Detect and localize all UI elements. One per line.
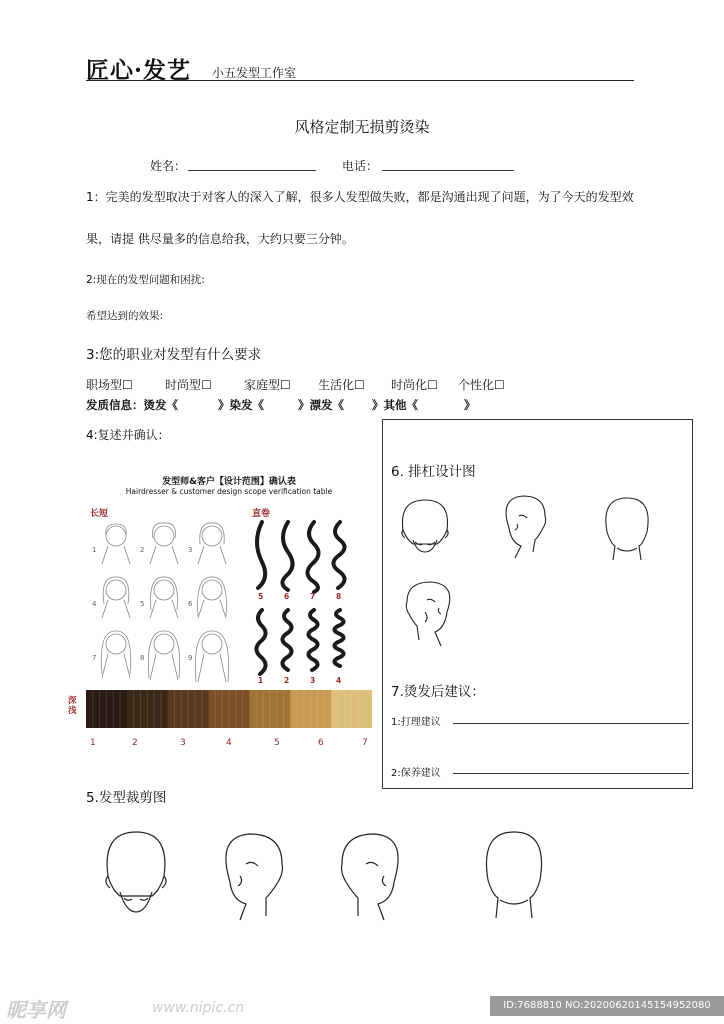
haircut-head-right-profile [210, 830, 290, 922]
haircut-head-back [478, 828, 550, 922]
head-back-outline [599, 494, 655, 564]
brand-title: 匠心·发艺 [86, 57, 192, 84]
option-personal[interactable]: 个性化☐ [458, 378, 505, 392]
studio-name: 小五发型工作室 [212, 66, 297, 80]
other-label: 》其他《 [372, 398, 418, 412]
length-number-6: 6 [188, 600, 193, 608]
curl-number-6: 6 [284, 592, 290, 601]
watermark-logo: 昵享网 [6, 998, 66, 1022]
dye-label: 》染发《 [218, 398, 264, 412]
form-title: 风格定制无损剪烫染 [294, 118, 430, 136]
curl-number-5: 5 [258, 592, 264, 601]
haircut-diagram-title: 5.发型裁剪图 [86, 790, 167, 806]
maintenance-advice-label: 2:保养建议 [391, 768, 441, 779]
head-right-profile-outline [495, 492, 551, 560]
color-number-5: 5 [274, 738, 280, 748]
phone-field[interactable] [382, 170, 514, 171]
hair-curl-illustrations [248, 518, 354, 686]
design-scope-table [68, 470, 372, 752]
color-number-6: 6 [318, 738, 324, 748]
hair-color-strip [86, 690, 372, 728]
other-close: 》 [464, 398, 476, 412]
after-perm-advice-title: 7.烫发后建议： [391, 684, 485, 700]
curl-number-4: 4 [336, 676, 342, 685]
maintenance-advice-field[interactable] [453, 773, 689, 774]
header-rule [86, 80, 634, 81]
curl-number-7: 7 [310, 592, 316, 601]
depth-label: 深浅 [68, 696, 77, 716]
length-number-9: 9 [188, 654, 193, 662]
color-number-7: 7 [362, 738, 368, 748]
length-number-8: 8 [140, 654, 145, 662]
name-label: 姓名： [150, 159, 187, 173]
table-title-en: Hairdresser & customer design scope verification table [125, 487, 333, 496]
haircut-head-front [100, 828, 172, 920]
curl-number-1: 1 [258, 676, 264, 685]
confirm-title: 4:复述并确认： [86, 428, 170, 442]
color-number-2: 2 [132, 738, 138, 748]
name-field[interactable] [188, 170, 316, 171]
haircut-head-left-profile [334, 830, 414, 922]
table-title-cn: 发型师&客户【设计范围】确认表 [162, 477, 296, 487]
option-fashion[interactable]: 时尚型☐ [165, 378, 212, 392]
hair-problem-label: 2:现在的发型问题和困扰: [86, 274, 205, 286]
option-workplace[interactable]: 职场型☐ [86, 378, 133, 392]
color-number-4: 4 [226, 738, 232, 748]
occupation-title: 3:您的职业对发型有什么要求 [86, 347, 262, 363]
hair-length-illustrations [86, 518, 244, 686]
intro-line-2: 果，请提 供尽量多的信息给我，大约只要三分钟。 [86, 232, 354, 246]
hair-quality-label: 发质信息：烫发《 [86, 398, 178, 412]
watermark-id: ID:7688810 NO:20200620145154952080 [490, 996, 724, 1016]
length-number-2: 2 [140, 546, 145, 554]
perm-design-box [382, 419, 693, 789]
intro-line-1: 1：完美的发型取决于对客人的深入了解，很多人发型做失败，都是沟通出现了问题，为了今天的发型效 [86, 190, 634, 204]
length-number-1: 1 [92, 546, 97, 554]
care-advice-label: 1:打理建议 [391, 717, 441, 728]
phone-label: 电话： [342, 159, 379, 173]
curl-number-2: 2 [284, 676, 290, 685]
length-label: 长短 [90, 509, 109, 519]
curl-label: 直卷 [252, 509, 271, 519]
option-lifestyle[interactable]: 生活化☐ [318, 378, 365, 392]
care-advice-field[interactable] [453, 723, 689, 724]
curl-number-8: 8 [336, 592, 342, 601]
color-number-1: 1 [90, 738, 96, 748]
expected-effect-label: 希望达到的效果: [86, 310, 164, 322]
head-left-profile-outline [397, 578, 461, 648]
perm-design-title: 6. 排杠设计图 [391, 464, 476, 480]
length-number-5: 5 [140, 600, 145, 608]
option-trendy[interactable]: 时尚化☐ [391, 378, 438, 392]
length-number-4: 4 [92, 600, 97, 608]
length-number-7: 7 [92, 654, 97, 662]
option-family[interactable]: 家庭型☐ [244, 378, 291, 392]
bleach-label: 》漂发《 [298, 398, 344, 412]
curl-number-3: 3 [310, 676, 316, 685]
head-front-outline [397, 496, 453, 562]
length-number-3: 3 [188, 546, 193, 554]
watermark-url: www.nipic.cn [152, 1000, 245, 1016]
color-number-3: 3 [180, 738, 186, 748]
